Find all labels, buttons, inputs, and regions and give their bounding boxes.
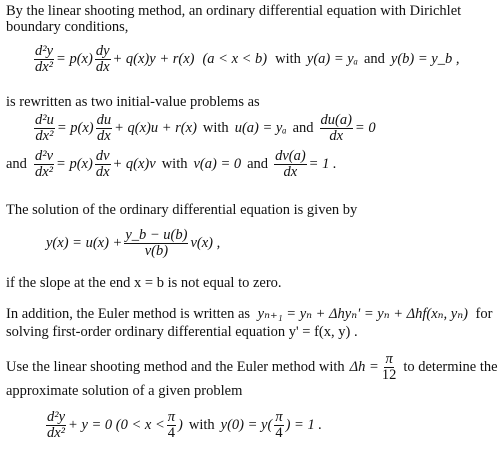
first-derivative-fraction <box>96 113 113 144</box>
fraction-denominator: v(b) <box>144 243 169 259</box>
fraction-numerator: π <box>385 351 393 367</box>
fraction-denominator: dx² <box>35 128 54 144</box>
pi-over-four-fraction <box>274 410 283 441</box>
task-continue: to determine the <box>403 359 498 375</box>
rewrite-text: is rewritten as two initial-value problems as <box>6 94 260 110</box>
equation-problem <box>44 410 322 441</box>
fraction-denominator: dx <box>97 128 111 144</box>
fraction-denominator: dx² <box>35 59 54 75</box>
fraction-denominator: 4 <box>275 425 283 441</box>
equation-term: + q(x)v <box>112 156 156 172</box>
equation-term: ) <box>178 417 183 433</box>
solution-fraction <box>124 228 188 259</box>
fraction-numerator: dv <box>95 148 110 164</box>
equation-term: + y = 0 (0 < x < <box>68 417 165 433</box>
solution-text: The solution of the ordinary differential equation is given by <box>6 202 358 218</box>
step-size: Δh = <box>349 359 379 375</box>
first-derivative-fraction <box>95 44 111 75</box>
fraction-denominator: 4 <box>167 425 176 441</box>
with-word: with <box>202 120 229 136</box>
task-intro: Use the linear shooting method and the Euler method with <box>6 359 345 375</box>
with-word: with <box>275 51 301 67</box>
fraction-denominator: dx <box>329 128 344 144</box>
intro-line-1: By the linear shooting method, an ordinary differential equation with Dirichlet <box>6 3 462 19</box>
fraction-numerator: d²y <box>35 43 54 59</box>
with-word: with <box>188 417 215 433</box>
second-derivative-fraction <box>34 44 54 75</box>
euler-line-1 <box>6 306 492 322</box>
for-word: for <box>475 306 493 322</box>
second-derivative-fraction <box>46 410 66 441</box>
and-word: and <box>247 156 269 172</box>
fraction-denominator: dx <box>95 59 110 75</box>
fraction-denominator: dx <box>283 164 298 180</box>
derivative-initial-fraction <box>320 113 353 144</box>
pi-over-four-fraction <box>167 410 176 441</box>
equation-term: = p(x) <box>56 156 93 172</box>
and-word: and <box>292 120 314 136</box>
equation-term: v(x) , <box>190 235 221 251</box>
initial-condition-u: u(a) = yₐ <box>234 120 287 136</box>
fraction-numerator: dy <box>95 43 110 59</box>
equation-term: = p(x) <box>56 51 93 67</box>
second-derivative-fraction <box>34 113 55 144</box>
intro-line-2: boundary conditions, <box>6 19 129 35</box>
fraction-numerator: du <box>96 112 112 128</box>
second-derivative-fraction <box>34 149 54 180</box>
equation-term: + q(x)y + r(x) <box>112 51 195 67</box>
equation-term: = p(x) <box>56 120 94 136</box>
task-line-2: approximate solution of a given problem <box>6 383 243 399</box>
slope-text: if the slope at the end x = b is not equal to zero. <box>6 275 282 291</box>
and-word: and <box>363 51 385 67</box>
fraction-numerator: y_b − u(b) <box>125 227 188 243</box>
equation-v-ivp <box>6 149 337 180</box>
initial-condition-v: v(a) = 0 <box>193 156 242 172</box>
fraction-denominator: dx <box>95 164 110 180</box>
euler-formula: yₙ₊₁ = yₙ + Δhyₙ' = yₙ + Δhf(xₙ, yₙ) <box>257 306 468 322</box>
first-derivative-fraction <box>95 149 111 180</box>
boundary-condition-a: y(a) = yₐ <box>306 51 358 67</box>
fraction-denominator: dx² <box>47 425 66 441</box>
fraction-numerator: du(a) <box>320 112 352 128</box>
task-line-1 <box>6 352 498 383</box>
fraction-numerator: π <box>167 409 176 425</box>
fraction-numerator: d²y <box>47 409 66 425</box>
step-size-fraction <box>381 352 398 383</box>
and-prefix: and <box>6 156 27 172</box>
fraction-numerator: d²u <box>35 112 54 128</box>
with-word: with <box>161 156 188 172</box>
equation-bvp <box>32 44 460 75</box>
fraction-numerator: dv(a) <box>275 148 306 164</box>
fraction-denominator: 12 <box>381 367 397 383</box>
euler-intro: In addition, the Euler method is written as <box>6 306 251 322</box>
fraction-denominator: dx² <box>35 164 54 180</box>
derivative-initial-fraction <box>274 149 307 180</box>
equation-term: = 0 <box>354 120 376 136</box>
equation-solution <box>46 228 220 259</box>
euler-line-2: solving first-order ordinary differential equation y' = f(x, y) . <box>6 324 358 340</box>
equation-term: + q(x)u + r(x) <box>114 120 197 136</box>
domain-condition: (a < x < b) <box>202 51 268 67</box>
equation-term: = 1 . <box>308 156 337 172</box>
fraction-numerator: d²v <box>35 148 54 164</box>
equation-u-ivp <box>32 113 376 144</box>
boundary-condition: y(0) = y( <box>220 417 273 433</box>
equation-term: ) = 1 . <box>285 417 322 433</box>
equation-term: y(x) = u(x) + <box>46 235 123 251</box>
boundary-condition-b: y(b) = y_b , <box>390 51 460 67</box>
fraction-numerator: π <box>275 409 283 425</box>
